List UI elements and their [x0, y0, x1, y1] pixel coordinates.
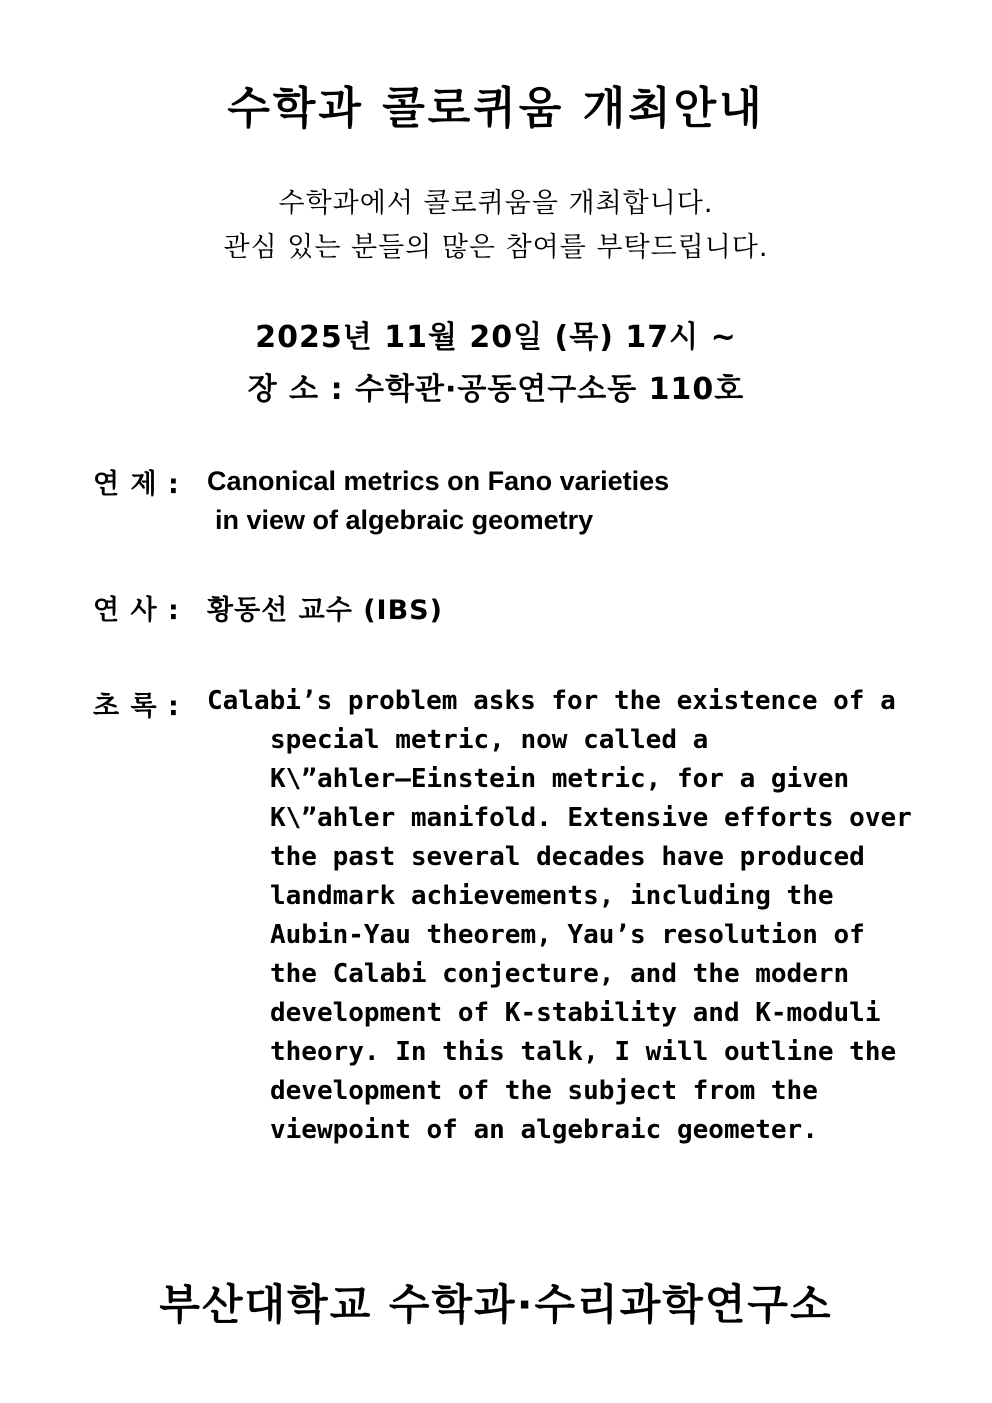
abstract-line: K\”ahler—Einstein metric, for a given: [270, 764, 850, 794]
abstract-line: theory. In this talk, I will outline the: [270, 1037, 897, 1067]
intro-text: [0, 182, 992, 270]
abstract-line: development of the subject from the: [270, 1076, 818, 1106]
abstract-line: K\”ahler manifold. Extensive efforts over: [270, 803, 912, 833]
abstract-line: Calabi’s problem asks for the existence of a: [207, 686, 896, 716]
abstract-line: the past several decades have produced: [270, 842, 865, 872]
abstract-text: [207, 682, 912, 1150]
abstract-line: the Calabi conjecture, and the modern: [270, 959, 850, 989]
event-date: 2025년 11월 20일 (목) 17시 ~: [255, 320, 737, 355]
intro-line: 수학과에서 콜로퀴움을 개최합니다.: [278, 188, 714, 219]
organizer-footer: 부산대학교 수학과·수리과학연구소: [159, 1280, 833, 1329]
abstract-line: viewpoint of an algebraic geometer.: [270, 1115, 818, 1145]
talk-title-label: 연 제 :: [93, 469, 180, 500]
abstract-line: landmark achievements, including the: [270, 881, 834, 911]
talk-title: [207, 462, 669, 540]
event-place: 장 소 : 수학관·공동연구소동 110호: [247, 372, 745, 407]
talk-title-line: in view of algebraic geometry: [215, 505, 594, 535]
page-title: 수학과 콜로퀴움 개최안내: [227, 83, 765, 134]
abstract-line: special metric, now called a: [270, 725, 709, 755]
talk-title-line: Canonical metrics on Fano varieties: [207, 466, 670, 496]
intro-line: 관심 있는 분들의 많은 참여를 부탁드립니다.: [223, 232, 769, 263]
abstract-line: Aubin-Yau theorem, Yau’s resolution of: [270, 920, 865, 950]
abstract-label: 초 록 :: [93, 691, 180, 722]
abstract-line: development of K-stability and K-moduli: [270, 998, 881, 1028]
speaker-label: 연 사 :: [93, 595, 180, 626]
speaker-name: 황동선 교수 (IBS): [207, 595, 443, 626]
